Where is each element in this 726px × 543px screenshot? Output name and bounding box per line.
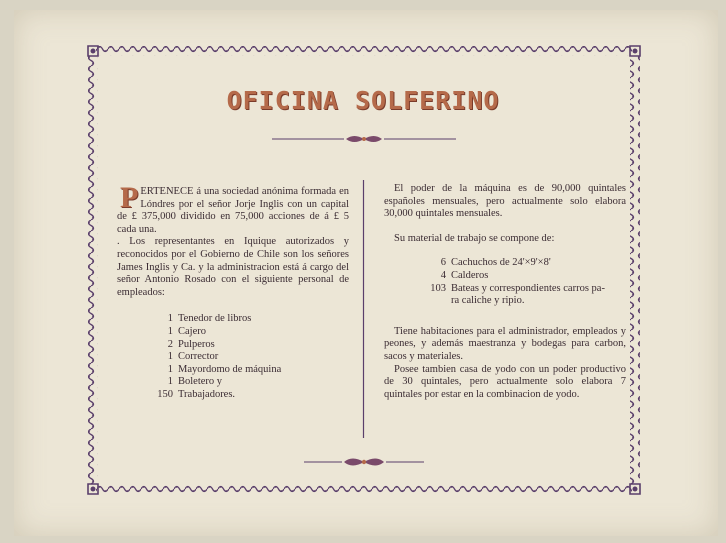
title-flourish <box>272 132 456 146</box>
ownership-paragraph: PERTENECE á una sociedad anónima formada en Lóndres por el señor Jorje Inglis con un capital de £ 375,000 dividido en 75,000 acciones de á £ 5 cada una. <box>117 181 349 235</box>
left-column <box>117 181 349 402</box>
list-item-continuation: ra caliche y ripio. <box>451 295 525 307</box>
list-item: 6 Cachuchos de 24'×9'×8' <box>440 257 551 269</box>
list-item: 1 Tenedor de libros <box>167 313 252 325</box>
list-item: 1 Cajero <box>167 325 206 337</box>
bottom-flourish <box>304 455 424 469</box>
iodine-paragraph: Posee tambien casa de yodo con un poder productivo de 30 quintales, pero actualmente solo elabora 7 quintales por estar en la combinacion de yodo. <box>384 363 626 400</box>
materials-list <box>424 257 626 307</box>
right-column <box>384 183 626 401</box>
employee-list <box>157 313 349 401</box>
materials-heading: Su material de trabajo se compone de: <box>394 232 555 244</box>
list-item: 1 Mayordomo de máquina <box>167 363 282 375</box>
list-item: 103 Bateas y correspondientes carros pa- <box>430 282 605 294</box>
column-divider <box>362 180 365 438</box>
list-item: 4 Calderos <box>440 269 489 281</box>
page-title: OFICINA SOLFERINO <box>226 86 500 115</box>
drop-cap: P <box>120 181 139 214</box>
machine-capacity-paragraph: El poder de la máquina es de 90,000 quintales españoles mensuales, pero actualmente solo elabora 30,000 quintales mensuales. <box>384 183 626 220</box>
list-item: 2 Pulperos <box>167 338 215 350</box>
facilities-paragraph: Tiene habitaciones para el administrador, empleados y peones, y además maestranza y bodegas para carbon, sacos y materiales. <box>384 325 626 362</box>
representatives-paragraph: . Los representantes en Iquique autorizados y reconocidos por el Gobierno de Chile son los señores James Inglis y Ca. y la administracion está á cargo del señor Antonio Rosado con el siguiente personal de empleados: <box>117 236 349 298</box>
list-item: 150 Trabajadores. <box>157 388 236 400</box>
list-item: 1 Corrector <box>167 351 219 363</box>
list-item: 1 Boletero y <box>167 376 223 388</box>
